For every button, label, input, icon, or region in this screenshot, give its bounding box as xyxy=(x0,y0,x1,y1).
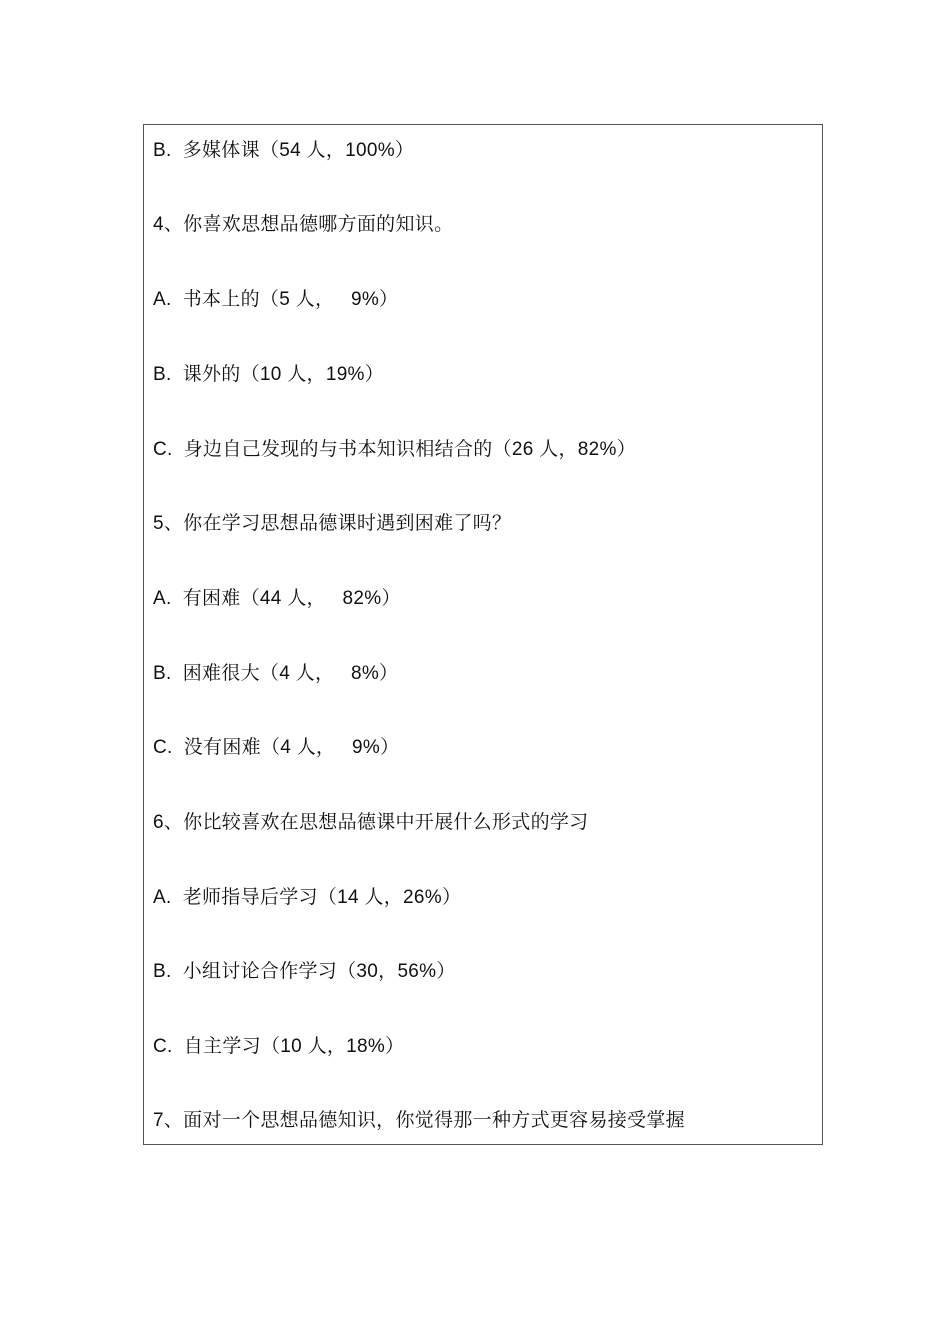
option-a-textbook-line: A. 书本上的（5 人， 9%） xyxy=(153,289,399,310)
option-b-multimedia-line: B. 多媒体课（54 人，100%） xyxy=(153,140,415,161)
question-6-line: 6、你比较喜欢在思想品德课中开展什么形式的学习 xyxy=(153,812,589,833)
question-7-line: 7、面对一个思想品德知识，你觉得那一种方式更容易接受掌握 xyxy=(153,1110,685,1131)
option-b-extracurricular-line: B. 课外的（10 人，19%） xyxy=(153,364,385,385)
option-c-combined-line: C. 身边自己发现的与书本知识相结合的（26 人，82%） xyxy=(153,439,636,460)
question-5-line: 5、你在学习思想品德课时遇到困难了吗？ xyxy=(153,513,512,534)
option-b-group-line: B. 小组讨论合作学习（30，56%） xyxy=(153,961,456,982)
option-c-no-difficulty-line: C. 没有困难（4 人， 9%） xyxy=(153,737,400,758)
survey-table-cell xyxy=(143,124,823,1145)
option-b-great-difficulty-line: B. 困难很大（4 人， 8%） xyxy=(153,663,399,684)
option-a-teacher-guided-line: A. 老师指导后学习（14 人，26%） xyxy=(153,887,462,908)
option-a-difficulty-line: A. 有困难（44 人， 82%） xyxy=(153,588,401,609)
question-4-line: 4、你喜欢思想品德哪方面的知识。 xyxy=(153,214,454,235)
option-c-self-study-line: C. 自主学习（10 人，18%） xyxy=(153,1036,405,1057)
